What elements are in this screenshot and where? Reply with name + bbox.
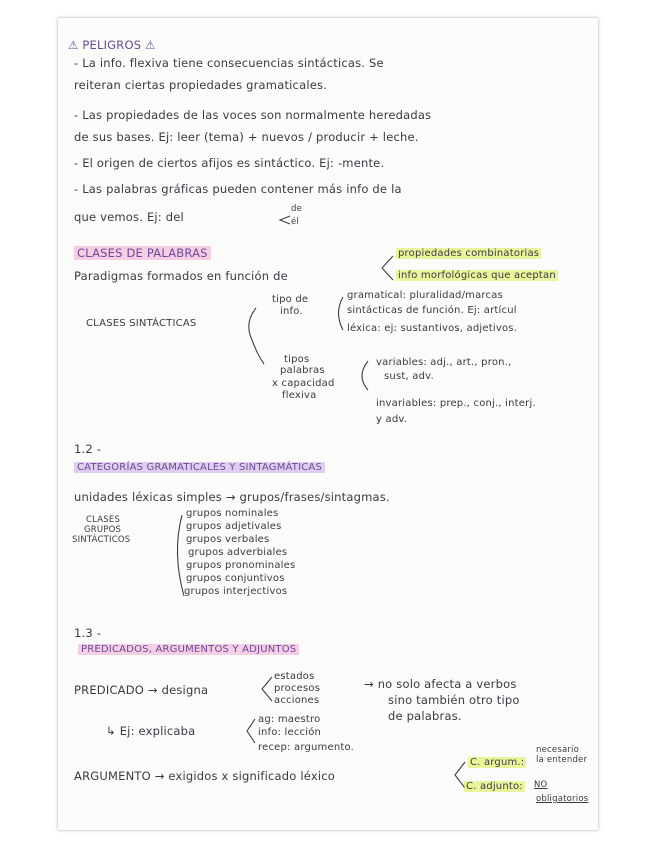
clases-title <box>74 246 211 260</box>
peligros-line-3: - Las propiedades de las voces son normalmente heredadas <box>74 108 432 122</box>
gramatical: gramatical: pluralidad/marcas <box>347 290 503 301</box>
del-bracket <box>280 216 290 224</box>
clases-grupos-1: CLASES <box>86 515 121 525</box>
s12-title-text: CATEGORÍAS GRAMATICALES Y SINTAGMÁTICAS <box>74 462 325 473</box>
info-morf <box>396 270 558 281</box>
grupo-item: grupos adjetivales <box>186 521 282 532</box>
c-adjunto <box>464 781 525 792</box>
ej-bracket <box>247 719 255 743</box>
info-morf-text: info morfológicas que aceptan <box>398 270 556 281</box>
invariables-1: invariables: prep., conj., interj. <box>376 398 536 409</box>
tipo-info-2: info. <box>280 306 303 317</box>
peligros-title: ⚠ PELIGROS ⚠ <box>68 38 156 52</box>
peligros-line-4: de sus bases. Ej: leer (tema) + nuevos / producir + leche. <box>74 130 419 144</box>
acciones: acciones <box>274 695 320 706</box>
ag: ag: maestro <box>258 714 321 725</box>
peligros-line-7: que vemos. Ej: del <box>74 210 184 224</box>
peligros-line-6: - Las palabras gráficas pueden contener más info de la <box>74 182 402 196</box>
ej-line <box>106 724 195 738</box>
no-solo-2: sino también otro tipo <box>388 693 520 707</box>
c-argum-text: C. argum.: <box>470 757 525 768</box>
peligros-line-1: - La info. flexiva tiene consecuencias sintácticas. Se <box>74 56 384 70</box>
clases-title-text: CLASES DE PALABRAS <box>74 246 211 260</box>
necesario-1: necesario <box>536 745 580 755</box>
invariables-2: y adv. <box>376 414 408 425</box>
return-arrow-icon: ↳ <box>106 724 116 738</box>
clases-grupos-3: SINTÁCTICOS <box>72 535 131 545</box>
notes-page <box>58 18 598 830</box>
tipos-4: flexiva <box>282 390 317 401</box>
clases-grupos-2: GRUPOS <box>84 525 122 535</box>
peligros-title-text: PELIGROS <box>82 38 142 52</box>
grupo-item: grupos conjuntivos <box>186 573 285 584</box>
tipos-3: x capacidad <box>272 378 335 389</box>
grupo-item: grupos nominales <box>186 508 279 519</box>
tipos-palabras-bracket <box>362 361 368 390</box>
argumento: ARGUMENTO → exigidos x significado léxico <box>74 769 336 783</box>
tipos-1: tipos <box>284 354 310 365</box>
variables-2: sust, adv. <box>384 371 434 382</box>
obligatorios: obligatorios <box>536 794 589 804</box>
tipo-info-bracket <box>339 297 344 330</box>
unidades: unidades léxicas simples → grupos/frases/sintagmas. <box>74 490 390 504</box>
clases-sintacticas: CLASES SINTÁCTICAS <box>86 318 197 329</box>
paradigmas-bracket <box>382 256 393 280</box>
prop-comb-text: propiedades combinatorias <box>398 248 540 259</box>
estados: estados <box>274 671 315 682</box>
ej-text: Ej: explicaba <box>119 724 196 738</box>
tipo-info-1: tipo de <box>272 294 309 305</box>
procesos: procesos <box>274 683 321 694</box>
s13-number: 1.3 - <box>74 626 102 640</box>
grupos-bracket <box>177 515 184 596</box>
c-argum <box>468 757 526 768</box>
recep: recep: argumento. <box>258 742 355 753</box>
tipos-2: palabras <box>280 365 325 376</box>
necesario-2: la entender <box>536 755 588 765</box>
s12-title <box>74 462 325 473</box>
c-adjunto-text: C. adjunto: <box>466 781 523 792</box>
no-label: NO <box>534 780 548 790</box>
clases-sint-bracket <box>249 308 264 364</box>
no-solo-1: → no solo afecta a verbos <box>364 677 517 691</box>
variables-1: variables: adj., art., pron., <box>376 357 512 368</box>
grupo-item: grupos interjectivos <box>184 586 288 597</box>
paradigmas: Paradigmas formados en función de <box>74 269 288 283</box>
grupo-item: grupos verbales <box>186 534 270 545</box>
grupo-item: grupos pronominales <box>186 560 296 571</box>
peligros-line-2: reiteran ciertas propiedades gramaticales. <box>74 78 328 92</box>
peligros-line-5: - El origen de ciertos afijos es sintáctico. Ej: -mente. <box>74 156 385 170</box>
predicado: PREDICADO → designa <box>74 683 209 697</box>
del-bottom: él <box>291 217 299 227</box>
sint-funcion: sintácticas de función. Ej: artícul <box>347 305 517 316</box>
lexica: léxica: ej: sustantivos, adjetivos. <box>347 323 518 334</box>
del-top: de <box>291 204 303 214</box>
s13-title-text: PREDICADOS, ARGUMENTOS Y ADJUNTOS <box>78 644 299 655</box>
prop-comb <box>396 248 541 259</box>
s13-title <box>78 644 299 655</box>
grupo-item: grupos adverbiales <box>188 547 288 558</box>
s12-number: 1.2 - <box>74 442 102 456</box>
predicado-bracket <box>262 677 272 701</box>
no-solo-3: de palabras. <box>388 709 462 723</box>
info: info: lección <box>258 727 322 738</box>
